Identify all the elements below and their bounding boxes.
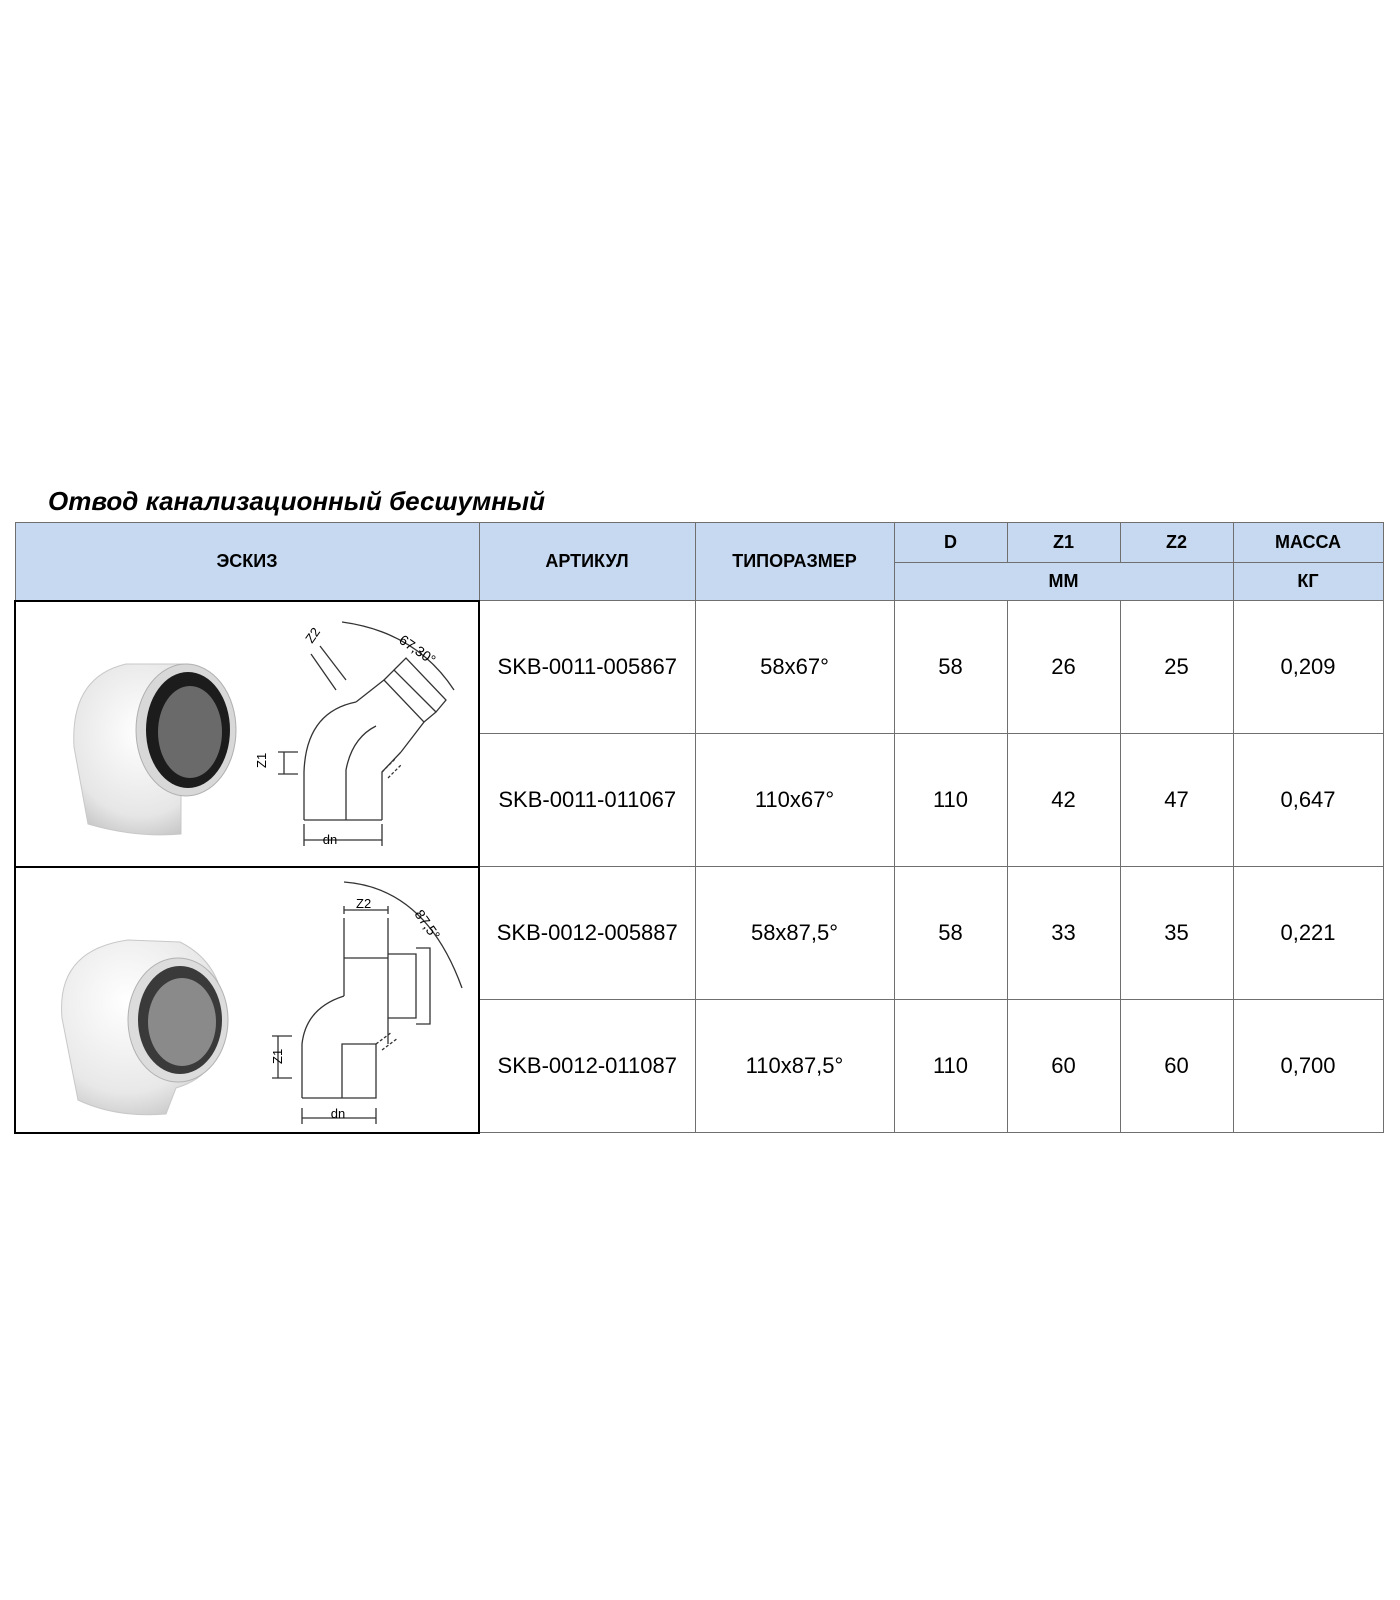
cell-size: 110x87,5° bbox=[695, 1000, 894, 1133]
cell-size: 58x67° bbox=[695, 601, 894, 734]
cell-z1: 33 bbox=[1007, 867, 1120, 1000]
cell-z2: 60 bbox=[1120, 1000, 1233, 1133]
header-z2: Z2 bbox=[1120, 523, 1233, 563]
cell-article: SKB-0012-011087 bbox=[479, 1000, 695, 1133]
sketch-cell-67 bbox=[15, 601, 479, 867]
cell-z2: 47 bbox=[1120, 734, 1233, 867]
header-mass: МАССА bbox=[1233, 523, 1383, 563]
cell-article: SKB-0012-005887 bbox=[479, 867, 695, 1000]
cell-d: 110 bbox=[894, 734, 1007, 867]
cell-mass: 0,209 bbox=[1233, 601, 1383, 734]
cell-size: 58x87,5° bbox=[695, 867, 894, 1000]
header-d: D bbox=[894, 523, 1007, 563]
header-unit-kg: КГ bbox=[1233, 563, 1383, 601]
elbow-87-sketch bbox=[16, 868, 494, 1132]
angle-label: 67,30° bbox=[396, 630, 439, 668]
z1-label: Z1 bbox=[254, 752, 269, 768]
elbow-67-sketch bbox=[16, 602, 494, 866]
cell-d: 58 bbox=[894, 601, 1007, 734]
pipe-elbow-67-photo-icon bbox=[74, 664, 236, 835]
dn-label: dn bbox=[330, 1105, 346, 1121]
cell-mass: 0,221 bbox=[1233, 867, 1383, 1000]
header-article: АРТИКУЛ bbox=[479, 523, 695, 601]
table-row bbox=[15, 867, 1383, 1000]
cell-d: 110 bbox=[894, 1000, 1007, 1133]
cell-d: 58 bbox=[894, 867, 1007, 1000]
header-z1: Z1 bbox=[1007, 523, 1120, 563]
z1-label: Z1 bbox=[270, 1048, 285, 1064]
cell-z1: 60 bbox=[1007, 1000, 1120, 1133]
page-title: Отвод канализационный бесшумный bbox=[48, 486, 546, 516]
angle-label: 87,5° bbox=[411, 906, 444, 943]
dn-label: dn bbox=[322, 831, 338, 847]
spec-table bbox=[14, 522, 1384, 1134]
cell-article: SKB-0011-005867 bbox=[479, 601, 695, 734]
sketch-cell-87 bbox=[15, 867, 479, 1133]
cell-mass: 0,700 bbox=[1233, 1000, 1383, 1133]
table-row bbox=[15, 601, 1383, 734]
cell-z1: 42 bbox=[1007, 734, 1120, 867]
cell-z1: 26 bbox=[1007, 601, 1120, 734]
header-unit-mm: ММ bbox=[894, 563, 1233, 601]
cell-size: 110x67° bbox=[695, 734, 894, 867]
cell-z2: 25 bbox=[1120, 601, 1233, 734]
cell-z2: 35 bbox=[1120, 867, 1233, 1000]
cell-article: SKB-0011-011067 bbox=[479, 734, 695, 867]
z2-label: Z2 bbox=[302, 624, 324, 646]
header-sketch: ЭСКИЗ bbox=[15, 523, 479, 601]
pipe-elbow-87-photo-icon bbox=[62, 940, 228, 1115]
header-size: ТИПОРАЗМЕР bbox=[695, 523, 894, 601]
z2-label: Z2 bbox=[356, 895, 372, 911]
cell-mass: 0,647 bbox=[1233, 734, 1383, 867]
